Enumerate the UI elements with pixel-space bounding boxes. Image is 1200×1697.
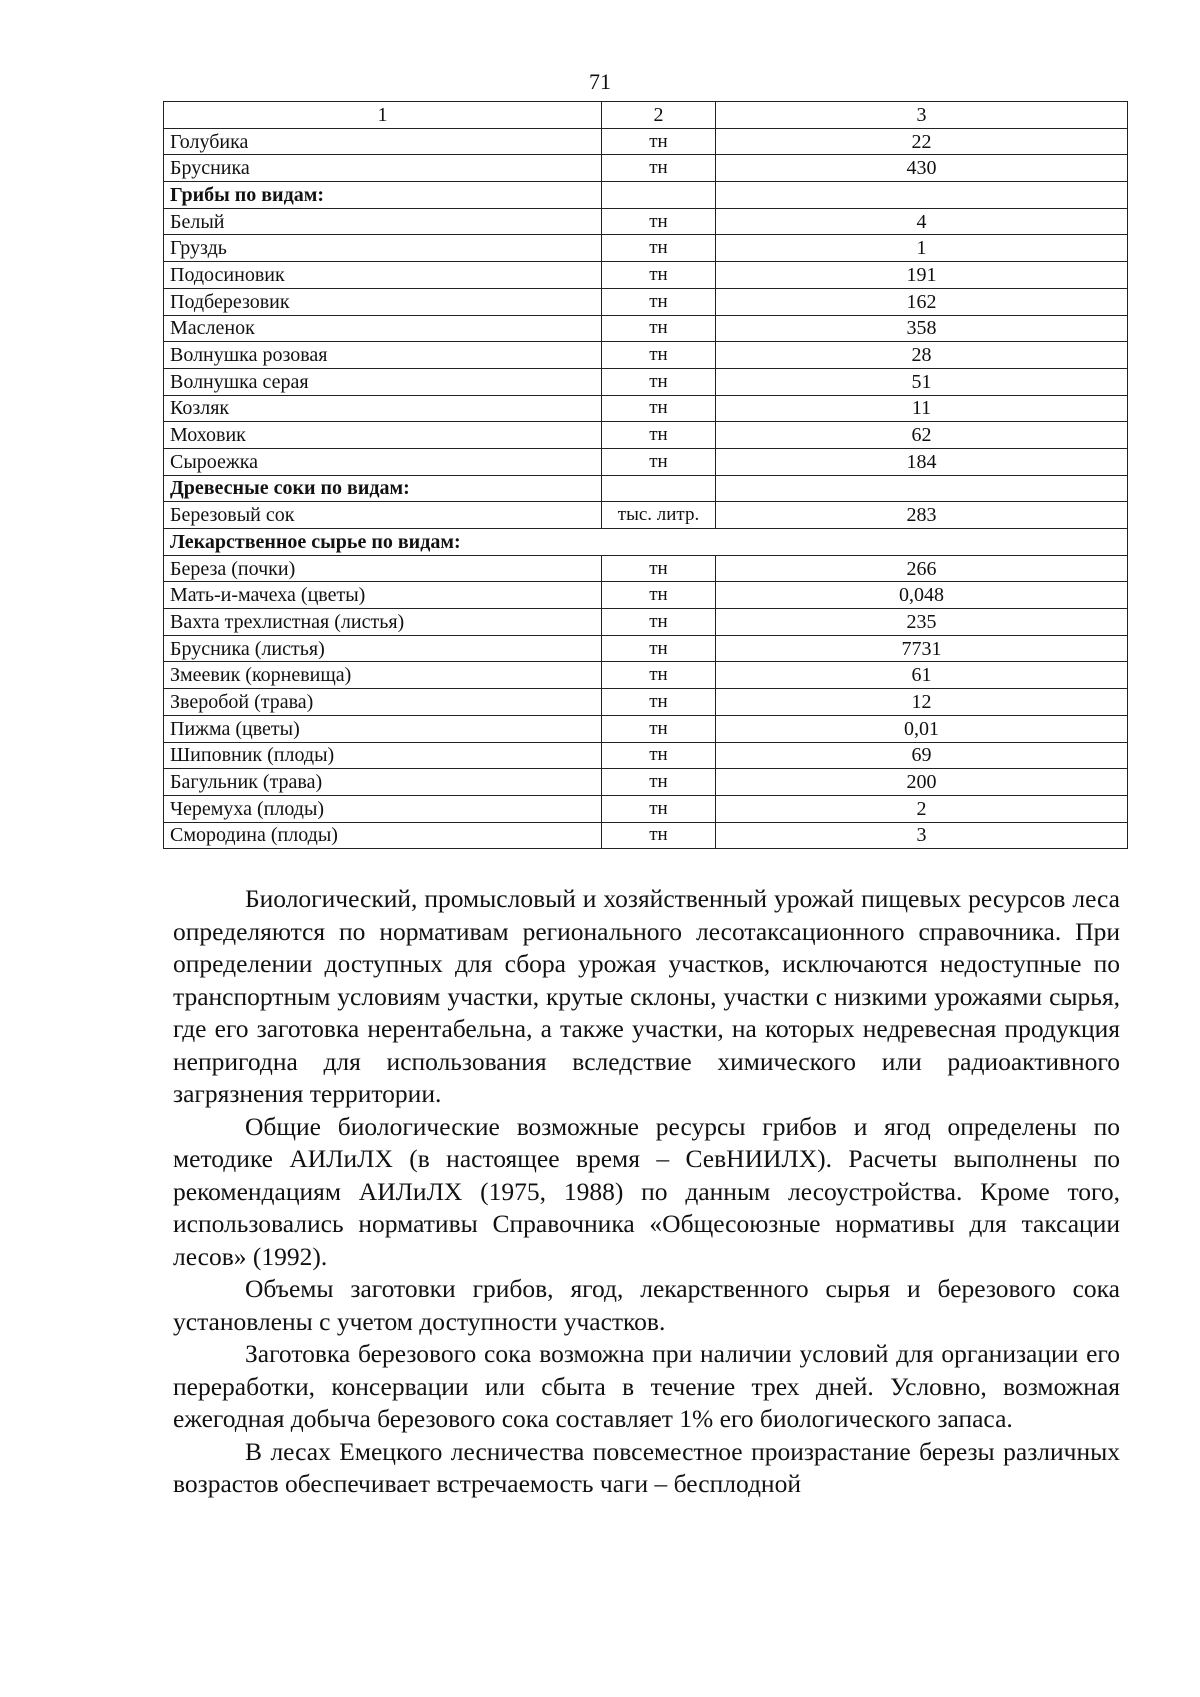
table-row — [164, 555, 1128, 582]
row-unit: тн — [602, 422, 716, 449]
table-row — [164, 315, 1128, 342]
row-unit: тн — [602, 609, 716, 636]
table-row — [164, 155, 1128, 182]
paragraph: В лесах Емецкого лесничества повсеместное произрастание березы различных возрастов обеспечивает встречаемость чаги – бесплодной — [173, 1436, 1120, 1498]
row-name: Груздь — [164, 235, 602, 262]
row-name: Смородина (плоды) — [164, 822, 602, 849]
table-body — [164, 102, 1128, 849]
row-value: 12 — [716, 689, 1128, 716]
table-row — [164, 288, 1128, 315]
row-name: Брусника — [164, 155, 602, 182]
row-unit: тн — [602, 315, 716, 342]
table-row — [164, 128, 1128, 155]
table-row — [164, 609, 1128, 636]
table-row — [164, 208, 1128, 235]
section-title: Древесные соки по видам: — [164, 475, 602, 502]
paragraph: Заготовка березового сока возможна при наличии условий для организации его переработки, консервации или сбыта в течение трех дней. Условно, возможная ежегодная добыча березового сока составляет 1% его биологического запаса. — [173, 1339, 1120, 1433]
row-value: 0,048 — [716, 582, 1128, 609]
row-value: 200 — [716, 769, 1128, 796]
row-value: 358 — [716, 315, 1128, 342]
row-name: Подберезовик — [164, 288, 602, 315]
row-value: 4 — [716, 208, 1128, 235]
row-value: 191 — [716, 262, 1128, 289]
table-row — [164, 502, 1128, 529]
row-unit: тн — [602, 582, 716, 609]
empty-cell — [602, 475, 716, 502]
section-title: Грибы по видам: — [164, 182, 602, 209]
row-name: Голубика — [164, 128, 602, 155]
table-row — [164, 262, 1128, 289]
row-value: 2 — [716, 795, 1128, 822]
row-name: Белый — [164, 208, 602, 235]
row-value: 22 — [716, 128, 1128, 155]
row-unit: тн — [602, 662, 716, 689]
row-unit: тн — [602, 368, 716, 395]
table-row — [164, 368, 1128, 395]
row-name: Вахта трехлистная (листья) — [164, 609, 602, 636]
table-row — [164, 582, 1128, 609]
row-unit: тн — [602, 715, 716, 742]
row-unit: тн — [602, 795, 716, 822]
row-value: 283 — [716, 502, 1128, 529]
row-value: 266 — [716, 555, 1128, 582]
row-value: 0,01 — [716, 715, 1128, 742]
row-value: 7731 — [716, 635, 1128, 662]
row-value: 62 — [716, 422, 1128, 449]
table-row — [164, 662, 1128, 689]
row-value: 184 — [716, 448, 1128, 475]
row-value: 1 — [716, 235, 1128, 262]
table-header-row — [164, 102, 1128, 129]
row-name: Шиповник (плоды) — [164, 742, 602, 769]
row-name: Козляк — [164, 395, 602, 422]
empty-cell — [716, 475, 1128, 502]
row-name: Пижма (цветы) — [164, 715, 602, 742]
row-value: 28 — [716, 342, 1128, 369]
row-unit: тн — [602, 742, 716, 769]
row-unit: тн — [602, 128, 716, 155]
section-row — [164, 529, 1128, 556]
row-name: Сыроежка — [164, 448, 602, 475]
row-value: 51 — [716, 368, 1128, 395]
table-row — [164, 769, 1128, 796]
row-name: Моховик — [164, 422, 602, 449]
table-row — [164, 689, 1128, 716]
row-name: Волнушка розовая — [164, 342, 602, 369]
paragraph: Биологический, промысловый и хозяйственный урожай пищевых ресурсов леса определяются по нормативам регионального лесотаксационного справочника. При определении доступных для сбора урожая участков, исключаются недоступные по транспортным условиям участки, крутые склоны, участки с низкими урожаями сырья, где его заготовка нерентабельна, а также участки, на которых недревесная продукция непригодна для использования вследствие химического или радиоактивного загрязнения территории. — [173, 884, 1120, 1108]
table-row — [164, 395, 1128, 422]
table-row — [164, 342, 1128, 369]
row-name: Змеевик (корневища) — [164, 662, 602, 689]
column-header: 3 — [716, 102, 1128, 129]
table-row — [164, 422, 1128, 449]
table-row — [164, 822, 1128, 849]
row-unit: тн — [602, 235, 716, 262]
row-name: Береза (почки) — [164, 555, 602, 582]
row-unit: тн — [602, 155, 716, 182]
row-unit: тн — [602, 288, 716, 315]
row-value: 235 — [716, 609, 1128, 636]
section-row — [164, 182, 1128, 209]
row-unit: тыс. литр. — [602, 502, 716, 529]
row-name: Брусника (листья) — [164, 635, 602, 662]
table-row — [164, 635, 1128, 662]
row-unit: тн — [602, 448, 716, 475]
row-unit: тн — [602, 822, 716, 849]
row-value: 3 — [716, 822, 1128, 849]
row-unit: тн — [602, 208, 716, 235]
resources-table — [163, 101, 1128, 849]
paragraph: Объемы заготовки грибов, ягод, лекарственного сырья и березового сока установлены с учетом доступности участков. — [173, 1274, 1120, 1336]
row-name: Черемуха (плоды) — [164, 795, 602, 822]
row-name: Подосиновик — [164, 262, 602, 289]
page-number: 71 — [589, 69, 611, 94]
row-value: 162 — [716, 288, 1128, 315]
row-unit: тн — [602, 689, 716, 716]
row-name: Масленок — [164, 315, 602, 342]
row-unit: тн — [602, 635, 716, 662]
body-text — [173, 883, 1120, 1501]
row-unit: тн — [602, 342, 716, 369]
table-row — [164, 235, 1128, 262]
column-header: 1 — [164, 102, 602, 129]
row-value: 61 — [716, 662, 1128, 689]
empty-cell — [602, 182, 716, 209]
paragraph: Общие биологические возможные ресурсы грибов и ягод определены по методике АИЛиЛХ (в настоящее время – СевНИИЛХ). Расчеты выполнены по рекомендациям АИЛиЛХ (1975, 1988) по данным лесоустройства. Кроме того, использовались нормативы Справочника «Общесоюзные нормативы для таксации лесов» (1992). — [173, 1111, 1120, 1271]
row-name: Мать-и-мачеха (цветы) — [164, 582, 602, 609]
table-row — [164, 715, 1128, 742]
row-name: Волнушка серая — [164, 368, 602, 395]
row-unit: тн — [602, 262, 716, 289]
empty-cell — [716, 182, 1128, 209]
section-row — [164, 475, 1128, 502]
table-row — [164, 742, 1128, 769]
row-value: 11 — [716, 395, 1128, 422]
row-name: Зверобой (трава) — [164, 689, 602, 716]
row-unit: тн — [602, 769, 716, 796]
section-title: Лекарственное сырье по видам: — [164, 529, 1128, 556]
row-unit: тн — [602, 395, 716, 422]
column-header: 2 — [602, 102, 716, 129]
row-unit: тн — [602, 555, 716, 582]
row-value: 430 — [716, 155, 1128, 182]
row-name: Березовый сок — [164, 502, 602, 529]
row-value: 69 — [716, 742, 1128, 769]
row-name: Багульник (трава) — [164, 769, 602, 796]
table-row — [164, 795, 1128, 822]
table-row — [164, 448, 1128, 475]
